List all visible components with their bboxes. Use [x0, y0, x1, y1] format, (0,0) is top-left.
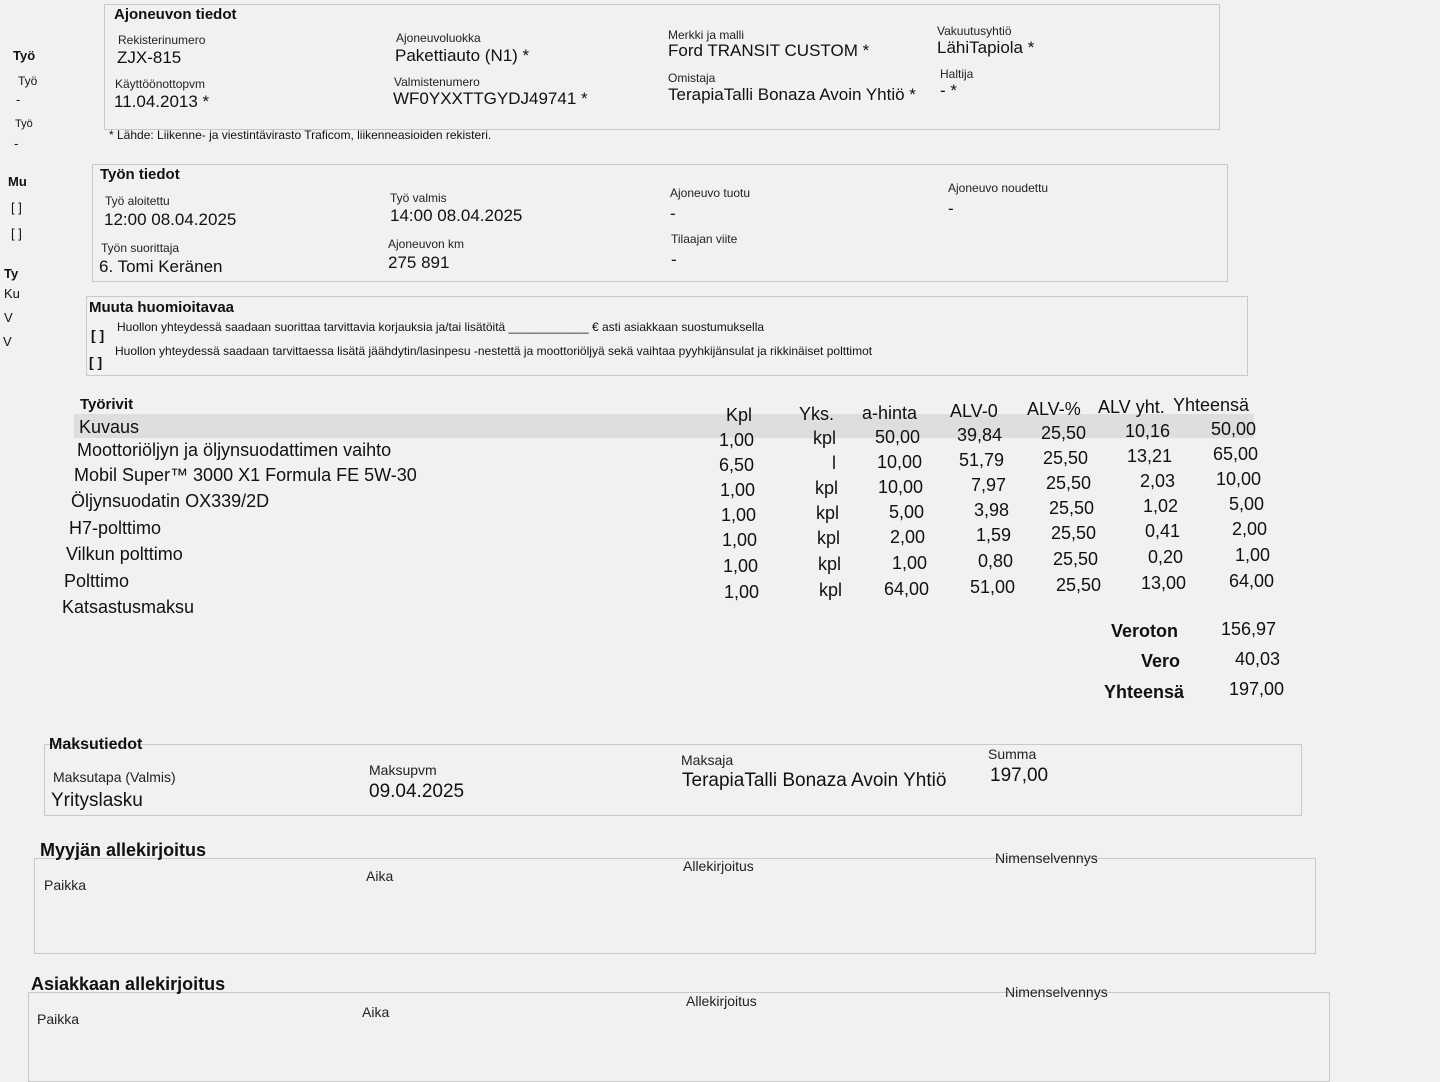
customer-signature-box — [28, 992, 1330, 1082]
row-alvpct: 25,50 — [1042, 448, 1088, 468]
seller-signature-title: Myyjän allekirjoitus — [40, 840, 207, 860]
row-unit: kpl — [815, 478, 839, 498]
seller-place-label: Paikka — [44, 877, 87, 893]
row-total: 10,00 — [1215, 469, 1261, 489]
brought-label: Ajoneuvo tuotu — [670, 186, 751, 200]
ready-value: 14:00 08.04.2025 — [390, 206, 523, 225]
source-note: * Lähde: Liikenne- ja viestintävirasto Traficom, liikenneasioiden rekisteri. — [109, 128, 492, 142]
col-header-price: a-hinta — [862, 403, 918, 423]
work-info-box — [92, 164, 1228, 282]
col-header-qty: Kpl — [726, 405, 753, 425]
row-unit: kpl — [813, 428, 837, 448]
row-unit: kpl — [819, 580, 843, 600]
row-price: 10,00 — [877, 477, 923, 497]
net-label: Veroton — [1110, 621, 1178, 641]
edge-text: - — [16, 92, 21, 107]
ref-value: - — [671, 250, 677, 269]
row-price: 10,00 — [876, 452, 922, 472]
method-label: Maksutapa (Valmis) — [53, 769, 176, 785]
date-label: Käyttöönottopvm — [115, 77, 206, 91]
insurer-value: LähiTapiola * — [937, 38, 1035, 57]
row-alvsum: 2,03 — [1139, 471, 1175, 491]
row-desc: H7-polttimo — [69, 518, 162, 538]
class-label: Ajoneuvoluokka — [396, 31, 481, 45]
row-price: 1,00 — [891, 553, 927, 573]
owner-label: Omistaja — [668, 71, 716, 85]
due-value: 09.04.2025 — [369, 781, 465, 802]
started-value: 12:00 08.04.2025 — [104, 210, 237, 229]
payer-value: TerapiaTalli Bonaza Avoin Yhtiö — [682, 770, 947, 791]
method-value: Yrityslasku — [51, 790, 143, 811]
customer-signature-title: Asiakkaan allekirjoitus — [31, 974, 226, 994]
row-qty: 1,00 — [720, 505, 756, 525]
col-header-alv0: ALV-0 — [950, 401, 998, 421]
row-desc: Mobil Super™ 3000 X1 Formula FE 5W-30 — [74, 465, 417, 485]
row-qty: 1,00 — [722, 556, 758, 576]
edge-text: [ ] — [11, 200, 22, 215]
row-alvpct: 25,50 — [1052, 549, 1098, 569]
edge-text: Työ — [13, 48, 36, 63]
date-value: 11.04.2013 * — [114, 92, 210, 111]
row-alvpct: 25,50 — [1048, 498, 1094, 518]
row-price: 50,00 — [874, 427, 920, 447]
row-desc: Vilkun polttimo — [66, 544, 183, 564]
notes-box — [86, 296, 1248, 376]
row-alvpct: 25,50 — [1040, 423, 1086, 443]
col-header-desc: Kuvaus — [79, 417, 140, 437]
row-qty: 1,00 — [719, 480, 755, 500]
make-label: Merkki ja malli — [668, 28, 745, 42]
sum-label: Yhteensä — [1103, 682, 1184, 702]
edge-text: Työ — [18, 74, 38, 88]
row-alvsum: 13,21 — [1126, 446, 1172, 466]
customer-place-label: Paikka — [37, 1011, 80, 1027]
row-alv0: 1,59 — [975, 525, 1011, 545]
row-alv0: 7,97 — [970, 475, 1006, 495]
row-price: 5,00 — [888, 502, 924, 522]
customer-name-label: Nimenselvennys — [1005, 984, 1108, 1000]
notes-section-title: Muuta huomioitavaa — [89, 299, 235, 316]
vin-value: WF0YXXTTGYDJ49741 * — [393, 89, 588, 108]
note-item-2: Huollon yhteydessä saadaan tarvittaessa lisätä jäähdytin/lasinpesu -nestettä ja moottoriöljyä sekä vaihtaa pyyhkijänsulat ja rikkinäiset polttimot — [115, 344, 873, 358]
customer-time-label: Aika — [362, 1004, 390, 1020]
worker-value: 6. Tomi Keränen — [99, 257, 223, 276]
row-total: 1,00 — [1234, 545, 1270, 565]
class-value: Pakettiauto (N1) * — [395, 46, 530, 65]
seller-signature-box — [34, 858, 1316, 954]
row-unit: kpl — [816, 503, 840, 523]
reg-label: Rekisterinumero — [118, 33, 206, 47]
brought-value: - — [670, 204, 676, 223]
seller-time-label: Aika — [366, 868, 394, 884]
row-qty: 1,00 — [721, 530, 757, 550]
col-header-alvsum: ALV yht. — [1098, 397, 1165, 417]
vehicle-info-box — [104, 4, 1220, 130]
row-alvpct: 25,50 — [1050, 523, 1096, 543]
row-qty: 1,00 — [723, 582, 759, 602]
rows-section-title: Työrivit — [80, 396, 134, 413]
worker-label: Työn suorittaja — [101, 241, 180, 255]
row-desc: Moottoriöljyn ja öljynsuodattimen vaihto — [77, 440, 392, 460]
checkbox[interactable]: [ ] — [89, 354, 103, 370]
tax-label: Vero — [1140, 651, 1180, 671]
row-total: 2,00 — [1231, 519, 1267, 539]
row-alvpct: 25,50 — [1045, 473, 1091, 493]
edge-text: V — [3, 334, 12, 349]
row-unit: l — [832, 453, 836, 473]
row-desc: Polttimo — [64, 571, 130, 591]
row-alv0: 39,84 — [956, 425, 1002, 445]
started-label: Työ aloitettu — [105, 194, 170, 208]
ready-label: Työ valmis — [390, 191, 447, 205]
customer-signature-label: Allekirjoitus — [686, 993, 757, 1009]
row-alvsum: 0,20 — [1147, 547, 1183, 567]
make-value: Ford TRANSIT CUSTOM * — [668, 41, 870, 60]
holder-label: Haltija — [940, 67, 974, 81]
row-total: 65,00 — [1212, 444, 1258, 464]
row-alvsum: 0,41 — [1144, 521, 1180, 541]
row-alvsum: 13,00 — [1140, 573, 1186, 593]
edge-text: - — [14, 136, 19, 151]
col-header-total: Yhteensä — [1173, 395, 1250, 415]
due-label: Maksupvm — [369, 762, 437, 778]
row-unit: kpl — [817, 528, 841, 548]
seller-name-label: Nimenselvennys — [995, 850, 1098, 866]
vin-label: Valmistenumero — [394, 75, 480, 89]
fetched-value: - — [948, 199, 954, 218]
row-alv0: 0,80 — [977, 551, 1013, 571]
edge-text: Ku — [4, 286, 20, 301]
row-total: 5,00 — [1228, 494, 1264, 514]
row-qty: 6,50 — [718, 455, 754, 475]
net-value: 156,97 — [1220, 619, 1276, 639]
holder-value: - * — [940, 81, 957, 100]
row-desc: Öljynsuodatin OX339/2D — [71, 491, 270, 511]
payment-sum-label: Summa — [988, 746, 1037, 762]
col-header-alvpct: ALV-% — [1027, 399, 1081, 419]
km-label: Ajoneuvon km — [388, 237, 465, 251]
col-header-unit: Yks. — [799, 404, 835, 424]
seller-signature-label: Allekirjoitus — [683, 858, 754, 874]
row-alv0: 51,00 — [969, 577, 1015, 597]
ref-label: Tilaajan viite — [671, 232, 738, 246]
edge-text: [ ] — [11, 226, 22, 241]
row-alvsum: 10,16 — [1124, 421, 1170, 441]
vehicle-section-title: Ajoneuvon tiedot — [114, 6, 237, 23]
row-qty: 1,00 — [718, 430, 754, 450]
work-section-title: Työn tiedot — [100, 166, 180, 183]
km-value: 275 891 — [388, 253, 450, 272]
payment-sum-value: 197,00 — [990, 765, 1049, 786]
edge-text: V — [4, 310, 13, 325]
row-alvpct: 25,50 — [1055, 575, 1101, 595]
row-alv0: 51,79 — [958, 450, 1004, 470]
row-total: 64,00 — [1228, 571, 1274, 591]
reg-value: ZJX-815 — [117, 48, 182, 67]
row-alvsum: 1,02 — [1142, 496, 1178, 516]
row-unit: kpl — [818, 554, 842, 574]
tax-value: 40,03 — [1234, 649, 1280, 669]
payer-label: Maksaja — [681, 752, 734, 768]
payment-box — [44, 744, 1302, 816]
row-total: 50,00 — [1210, 419, 1256, 439]
payment-section-title: Maksutiedot — [49, 736, 143, 753]
note-item-1: Huollon yhteydessä saadaan suorittaa tarvittavia korjauksia ja/tai lisätöitä ____________ € asti asiakkaan suostumuksella — [117, 320, 765, 334]
row-desc: Katsastusmaksu — [62, 597, 195, 617]
edge-text: Mu — [8, 174, 27, 189]
edge-text: Työ — [15, 118, 33, 130]
row-price: 2,00 — [889, 527, 925, 547]
row-price: 64,00 — [883, 579, 929, 599]
checkbox[interactable]: [ ] — [91, 327, 105, 343]
edge-text: Ty — [4, 266, 19, 281]
owner-value: TerapiaTalli Bonaza Avoin Yhtiö * — [668, 85, 916, 104]
row-alv0: 3,98 — [973, 500, 1009, 520]
insurer-label: Vakuutusyhtiö — [937, 24, 1012, 38]
sum-value: 197,00 — [1228, 679, 1284, 699]
fetched-label: Ajoneuvo noudettu — [948, 181, 1049, 195]
